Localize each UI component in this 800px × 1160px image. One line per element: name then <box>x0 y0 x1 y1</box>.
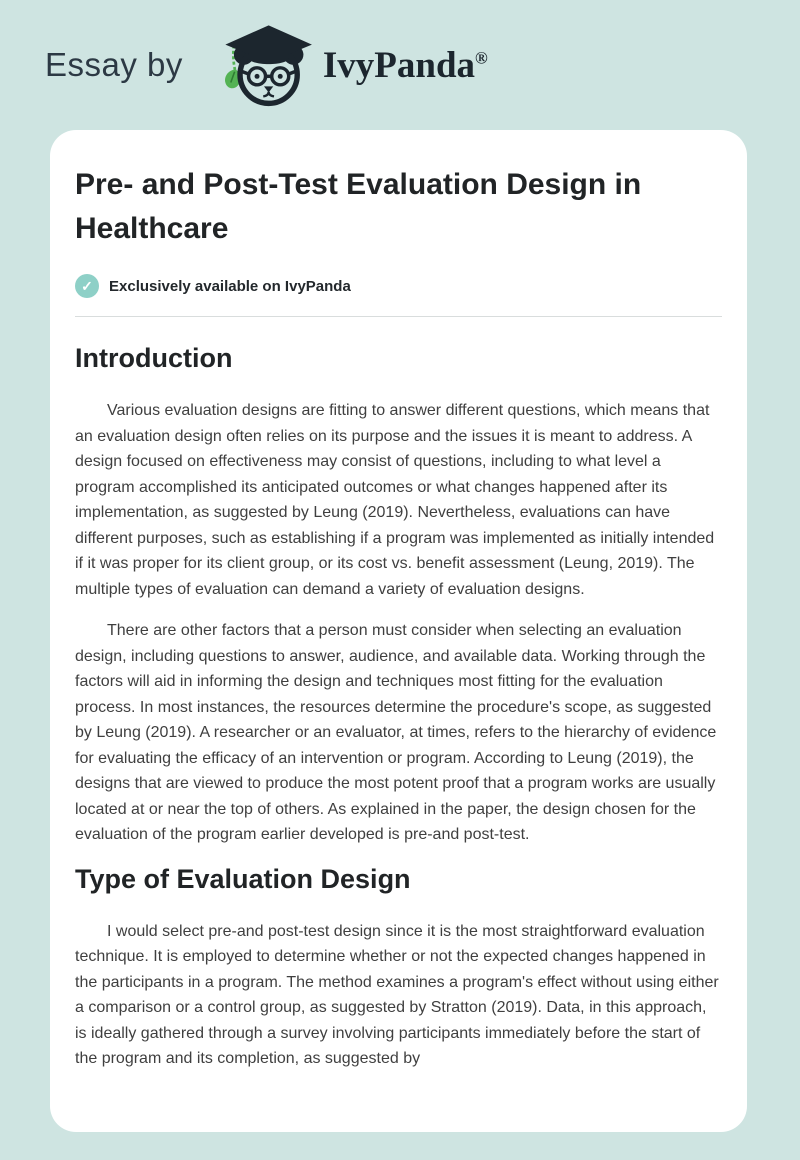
essay-title: Pre- and Post-Test Evaluation Design in Healthcare <box>75 168 642 245</box>
essay-by-label: Essay by <box>45 46 183 83</box>
header <box>0 0 800 130</box>
availability-badge <box>75 274 722 298</box>
section-heading-type-of-evaluation-design: Type of Evaluation Design <box>75 863 411 894</box>
divider <box>75 316 722 317</box>
brand-name <box>322 44 488 86</box>
paragraph: I would select pre-and post-test design since it is the most straightforward evaluation technique. It is employed to determine whether or not the expected changes happened in the participants in a program. The method examines a program's effect without using either a comparison or a control group, as suggested by Stratton (2019). Data, in this approach, is ideally gathered through a survey involving participants immediately before the start of the program and its completion, as suggested by <box>75 922 719 1067</box>
panda-graduate-icon <box>213 22 315 109</box>
paragraph: Various evaluation designs are fitting to answer different questions, which means that an evaluation design often relies on its purpose and the issues it is meant to address. A design focused on effectiveness may consist of questions, including to what level a program accomplished its anticipated outcomes or what changes happened after its implementation, as suggested by Leung (2019). Nevertheless, evaluations can have different purposes, such as establishing if a program was implemented as initially intended if it was proper for its client group, or its cost vs. benefit assessment (Leung, 2019). The multiple types of evaluation can demand a variety of evaluation designs. <box>75 402 715 598</box>
section-heading-introduction: Introduction <box>75 343 233 373</box>
paragraph: There are other factors that a person must consider when selecting an evaluation design, including questions to answer, audience, and available data. Working through the factors will aid in informing the design and techniques most fitting for the evaluation process. In most instances, the resources determine the procedure's scope, as suggested by Leung (2019). A researcher or an evaluator, at times, refers to the hierarchy of evidence for evaluating the efficacy of an intervention or program. According to Leung (2019), the designs that are viewed to produce the most potent proof that a program works are usually located at or near the top of others. As explained in the paper, the design chosen for the evaluation of the program earlier developed is pre-and post-test. <box>75 622 717 843</box>
brand-text: IvyPanda <box>322 44 476 86</box>
check-icon: ✓ <box>75 274 99 298</box>
ivypanda-logo <box>213 22 488 109</box>
availability-label: Exclusively available on IvyPanda <box>109 277 351 295</box>
registered-mark-icon: ® <box>475 48 488 68</box>
section-introduction <box>75 343 722 848</box>
section-type-of-evaluation-design <box>75 864 722 1072</box>
essay-card <box>50 130 747 1132</box>
